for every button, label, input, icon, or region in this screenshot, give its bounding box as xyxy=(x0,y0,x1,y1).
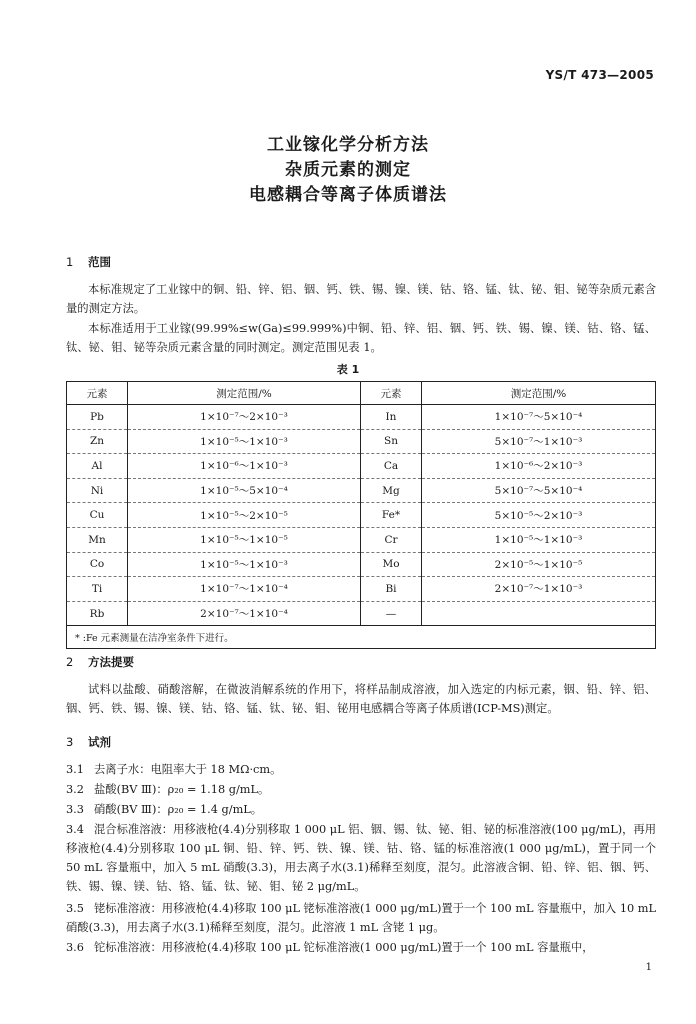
reagent-number: 3.4 xyxy=(66,823,84,836)
reagent-number: 3.3 xyxy=(66,803,84,816)
reagent-text: 硝酸(BV Ⅲ)：ρ₂₀ = 1.4 g/mL。 xyxy=(94,803,263,816)
element-cell: Fe* xyxy=(361,503,422,528)
section-1-paragraph-1: 本标准规定了工业镓中的铜、铅、锌、铝、铟、钙、铁、锡、镍、镁、钴、铬、锰、钛、铋、钼、铋等杂质元素含量的测定方法。 xyxy=(66,283,656,315)
table-header-row xyxy=(67,382,656,405)
header-range: 测定范围/% xyxy=(422,382,656,405)
reagent-text: 混合标准溶液：用移液枪(4.4)分别移取 1 000 μL 铝、铟、锡、钛、铋、钼、铋的标准溶液(100 μg/mL)，再用移液枪(4.4)分别移取 100 μL 铜、铅、锌、钙、铁、镍、镁、钴、铬、锰的标准溶液(1 000 μg/mL)，置于同一个 50 mL 容量瓶中，加入 5 mL 硝酸(3.3)，用去离子水(3.1)稀释至刻度，混匀。此溶液含铜、铅、锌、铝、铟、钙、铁、锡、镍、镁、钴、铬、锰、钛、铋、钼、铋 2 μg/mL。 xyxy=(66,823,656,893)
range-cell: 2×10⁻⁷～1×10⁻³ xyxy=(422,577,656,602)
section-title: 范围 xyxy=(88,255,111,269)
document-title xyxy=(0,133,696,208)
title-line-3: 电感耦合等离子体质谱法 xyxy=(249,185,447,205)
reagent-item xyxy=(66,800,656,819)
range-cell: 2×10⁻⁷～1×10⁻⁴ xyxy=(128,601,361,626)
section-2-paragraph: 试料以盐酸、硝酸溶解，在微波消解系统的作用下，将样品制成溶液，加入选定的内标元素，铟、铅、锌、铝、铟、钙、铁、锡、镍、镁、钴、铬、锰、钛、铋、钼、铋用电感耦合等离子体质谱(ICP-MS)测定。 xyxy=(66,683,656,715)
reagent-text: 铊标准溶液：用移液枪(4.4)移取 100 μL 铊标准溶液(1 000 μg/mL)置于一个 100 mL 容量瓶中， xyxy=(94,941,594,954)
reagent-number: 3.5 xyxy=(66,902,84,915)
range-cell: 1×10⁻⁵～1×10⁻³ xyxy=(422,527,656,552)
element-cell: In xyxy=(361,405,422,430)
element-cell: Rb xyxy=(67,601,128,626)
element-cell: Ti xyxy=(67,577,128,602)
element-cell: Co xyxy=(67,552,128,577)
section-title: 方法提要 xyxy=(88,655,134,669)
range-cell: 1×10⁻⁵～1×10⁻³ xyxy=(128,552,361,577)
element-cell: — xyxy=(361,601,422,626)
reagent-number: 3.2 xyxy=(66,783,84,796)
table-row xyxy=(67,405,656,430)
element-cell: Bi xyxy=(361,577,422,602)
range-cell: 5×10⁻⁵～2×10⁻³ xyxy=(422,503,656,528)
table-row xyxy=(67,429,656,454)
table-row xyxy=(67,478,656,503)
range-cell: 5×10⁻⁷～1×10⁻³ xyxy=(422,429,656,454)
element-cell: Cu xyxy=(67,503,128,528)
table-row xyxy=(67,577,656,602)
header-element: 元素 xyxy=(67,382,128,405)
range-cell: 1×10⁻⁵～1×10⁻⁵ xyxy=(128,527,361,552)
element-cell: Mo xyxy=(361,552,422,577)
element-cell: Mg xyxy=(361,478,422,503)
reagent-number: 3.1 xyxy=(66,763,84,776)
element-cell: Zn xyxy=(67,429,128,454)
table-caption: 表 1 xyxy=(336,363,360,376)
range-cell: 1×10⁻⁷～2×10⁻³ xyxy=(128,405,361,430)
element-cell: Mn xyxy=(67,527,128,552)
range-cell: 1×10⁻⁵～1×10⁻³ xyxy=(128,429,361,454)
range-cell: 2×10⁻⁵～1×10⁻⁵ xyxy=(422,552,656,577)
reagent-item xyxy=(66,899,656,937)
section-3-heading xyxy=(66,734,111,750)
table-footnote-row xyxy=(67,626,656,649)
range-cell: 1×10⁻⁵～2×10⁻⁵ xyxy=(128,503,361,528)
section-2-heading xyxy=(66,654,134,670)
table-row xyxy=(67,503,656,528)
page-number: 1 xyxy=(645,962,652,973)
table-row xyxy=(67,527,656,552)
section-1-paragraph-2: 本标准适用于工业镓(99.99%≤w(Ga)≤99.999%)中铜、铅、锌、铝、铟、钙、铁、锡、镍、镁、钴、铬、锰、钛、铋、钼、铋等杂质元素含量的同时测定。测定范围见表 1。 xyxy=(66,322,656,354)
reagent-text: 铑标准溶液：用移液枪(4.4)移取 100 μL 铑标准溶液(1 000 μg/mL)置于一个 100 mL 容量瓶中，加入 10 mL 硝酸(3.3)，用去离子水(3.1)稀释至刻度，混匀。此溶液 1 mL 含铑 1 μg。 xyxy=(66,902,656,934)
reagent-text: 去离子水：电阻率大于 18 MΩ·cm。 xyxy=(94,763,282,776)
title-line-1: 工业镓化学分析方法 xyxy=(267,135,429,155)
section-1-heading xyxy=(66,254,111,270)
header-element: 元素 xyxy=(361,382,422,405)
table-footnote: * :Fe 元素测量在洁净室条件下进行。 xyxy=(67,626,656,649)
element-cell: Sn xyxy=(361,429,422,454)
range-cell: 1×10⁻⁷～1×10⁻⁴ xyxy=(128,577,361,602)
standard-code: YS/T 473—2005 xyxy=(545,68,654,82)
range-cell xyxy=(422,601,656,626)
range-cell: 1×10⁻⁶～2×10⁻³ xyxy=(422,454,656,479)
reagent-number: 3.6 xyxy=(66,941,84,954)
table-row xyxy=(67,552,656,577)
range-cell: 1×10⁻⁷～5×10⁻⁴ xyxy=(422,405,656,430)
reagent-item xyxy=(66,820,656,896)
table-row xyxy=(67,454,656,479)
element-cell: Al xyxy=(67,454,128,479)
reagent-item xyxy=(66,760,656,779)
title-line-2: 杂质元素的测定 xyxy=(285,160,411,180)
table-row xyxy=(67,601,656,626)
section-number: 2 xyxy=(66,655,74,669)
section-title: 试剂 xyxy=(88,735,111,749)
reagent-text: 盐酸(BV Ⅲ)：ρ₂₀ = 1.18 g/mL。 xyxy=(94,783,270,796)
element-cell: Ca xyxy=(361,454,422,479)
element-cell: Cr xyxy=(361,527,422,552)
section-number: 1 xyxy=(66,255,74,269)
section-number: 3 xyxy=(66,735,74,749)
reagent-item xyxy=(66,780,656,799)
range-cell: 1×10⁻⁶～1×10⁻³ xyxy=(128,454,361,479)
element-cell: Ni xyxy=(67,478,128,503)
header-range: 测定范围/% xyxy=(128,382,361,405)
range-cell: 1×10⁻⁵～5×10⁻⁴ xyxy=(128,478,361,503)
reagent-item xyxy=(66,938,656,957)
measurement-range-table xyxy=(66,381,656,649)
range-cell: 5×10⁻⁷～5×10⁻⁴ xyxy=(422,478,656,503)
element-cell: Pb xyxy=(67,405,128,430)
